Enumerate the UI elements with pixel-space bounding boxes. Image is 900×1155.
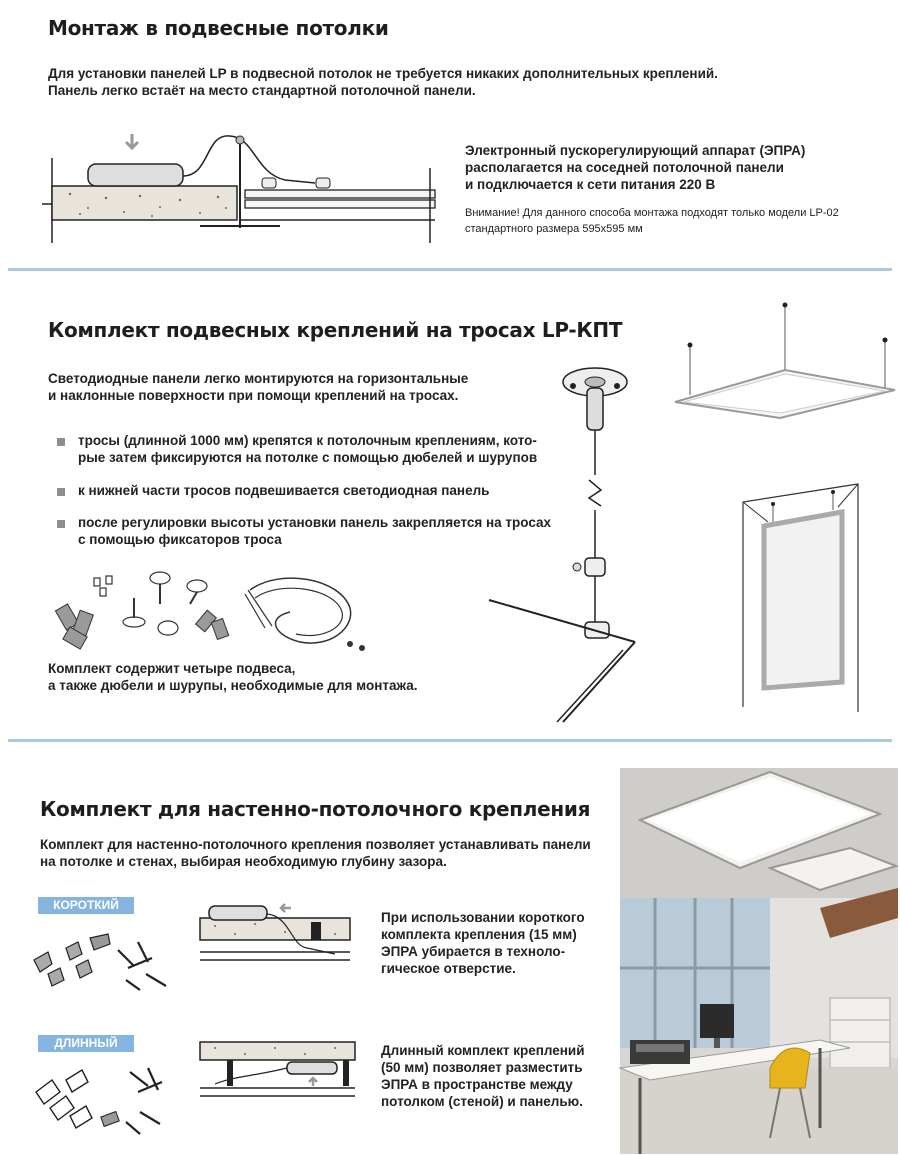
section1-title: Монтаж в подвесные потолки	[48, 16, 389, 40]
section2-intro-line1: Светодиодные панели легко монтируются на горизонтальные	[48, 371, 469, 386]
section3-intro-line2: на потолке и стенах, выбирая необходимую глубину зазора.	[40, 854, 447, 869]
bullet1-line1: тросы (длинной 1000 мм) крепятся к потолочным креплениям, кото-	[78, 433, 537, 448]
cable-suspension-detail-diagram	[485, 360, 645, 725]
kit-note-line1: Комплект содержит четыре подвеса,	[48, 661, 296, 676]
short-kit-text-line2: комплекта крепления (15 мм)	[381, 927, 577, 942]
long-kit-diagram	[195, 1036, 360, 1108]
section1-intro-line2: Панель легко встаёт на место стандартной потолочной панели.	[48, 83, 476, 98]
long-kit-text-line3: ЭПРА в пространстве между	[381, 1077, 573, 1092]
suspended-panel-illustration	[670, 300, 900, 420]
wall-panel-illustration	[738, 482, 898, 712]
section2-title: Комплект подвесных креплений на тросах LP-КПТ	[48, 318, 623, 342]
section3-title: Комплект для настенно-потолочного крепления	[40, 797, 591, 821]
section1-intro-line1: Для установки панелей LP в подвесной потолок не требуется никаких дополнительных креплений.	[48, 66, 718, 81]
section2-intro-line2: и наклонные поверхности при помощи креплений на тросах.	[48, 388, 459, 403]
short-kit-tag: КОРОТКИЙ	[38, 897, 134, 914]
short-kit-text-line1: При использовании короткого	[381, 910, 585, 925]
bullet1-line2: рые затем фиксируются на потолке с помощью дюбелей и шурупов	[78, 450, 538, 465]
long-kit-tag: ДЛИННЫЙ	[38, 1035, 134, 1052]
ballast-note-line3: и подключается к сети питания 220 В	[465, 177, 716, 192]
section3-intro-line1: Комплект для настенно-потолочного крепления позволяет устанавливать панели	[40, 837, 591, 852]
office-interior-photo	[620, 768, 898, 1154]
suspended-ceiling-diagram	[40, 128, 440, 248]
short-kit-parts-image	[30, 928, 170, 993]
bullet3-line2: с помощью фиксаторов троса	[78, 532, 282, 547]
bullet-marker	[57, 438, 65, 446]
bullet3-line1: после регулировки высоты установки панель закрепляется на тросах	[78, 515, 552, 530]
section-separator-1	[8, 268, 892, 271]
bullet-marker	[57, 520, 65, 528]
warning-line1: Внимание! Для данного способа монтажа подходят только модели LP-02	[465, 207, 839, 219]
bullet2-line1: к нижней части тросов подвешивается светодиодная панель	[78, 483, 490, 498]
bullet-marker	[57, 488, 65, 496]
kit-note-line2: а также дюбели и шурупы, необходимые для монтажа.	[48, 678, 418, 693]
long-kit-parts-image	[30, 1062, 180, 1142]
short-kit-diagram	[195, 896, 355, 968]
ballast-note-line2: располагается на соседней потолочной панели	[465, 160, 784, 175]
section-separator-2	[8, 739, 892, 742]
cable-kit-parts-image	[50, 568, 370, 658]
short-kit-text-line4: гическое отверстие.	[381, 961, 516, 976]
short-kit-text-line3: ЭПРА убирается в техноло-	[381, 944, 566, 959]
long-kit-text-line2: (50 мм) позволяет разместить	[381, 1060, 583, 1075]
long-kit-text-line4: потолком (стеной) и панелью.	[381, 1094, 583, 1109]
long-kit-text-line1: Длинный комплект креплений	[381, 1043, 585, 1058]
ballast-note-line1: Электронный пускорегулирующий аппарат (ЭПРА)	[465, 143, 806, 158]
warning-line2: стандартного размера 595х595 мм	[465, 223, 643, 235]
